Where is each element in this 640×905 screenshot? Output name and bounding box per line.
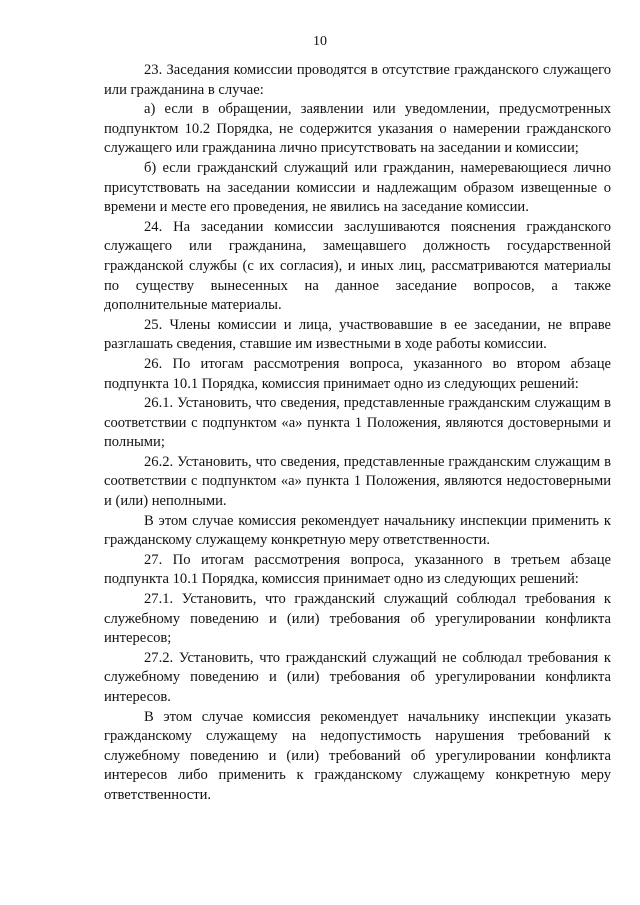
paragraph-27-note: В этом случае комиссия рекомендует начальнику инспекции указать гражданскому служащему на недопустимость нарушения требований к служебному поведению и (или) требований об урегулировании конфликта интересов либо применить к гражданскому служащему конкретную меру ответственности.	[104, 708, 611, 803]
paragraph-26-note: В этом случае комиссия рекомендует начальнику инспекции применить к гражданскому служащему конкретную меру ответственности.	[104, 512, 611, 549]
paragraph-23-b: б) если гражданский служащий или гражданин, намеревающиеся лично присутствовать на заседании комиссии и надлежащим образом извещенные о времени и месте его проведения, не явились на заседание комиссии.	[104, 159, 611, 216]
paragraph-27: 27. По итогам рассмотрения вопроса, указанного в третьем абзаце подпункта 10.1 Порядка, комиссия принимает одно из следующих решений:	[104, 551, 611, 588]
paragraph-23: 23. Заседания комиссии проводятся в отсутствие гражданского служащего или гражданина в случае:	[104, 62, 611, 98]
document-body	[104, 61, 611, 806]
paragraph-26: 26. По итогам рассмотрения вопроса, указанного во втором абзаце подпункта 10.1 Порядка, комиссия принимает одно из следующих решений:	[104, 355, 611, 392]
paragraph-26-1: 26.1. Установить, что сведения, представленные гражданским служащим в соответствии с подпунктом «а» пункта 1 Положения, являются достоверными и полными;	[104, 395, 611, 451]
paragraph-23-a: а) если в обращении, заявлении или уведомлении, предусмотренных подпунктом 10.2 Порядка, не содержится указания о намерении гражданского служащего или гражданина лично присутствовать на заседании и комиссии;	[104, 101, 611, 157]
paragraph-27-2: 27.2. Установить, что гражданский служащий не соблюдал требования к служебному поведению и (или) требования об урегулировании конфликта интересов.	[104, 649, 611, 705]
page-number: 10	[313, 34, 327, 49]
paragraph-27-1: 27.1. Установить, что гражданский служащий соблюдал требования к служебному поведению и (или) требования об урегулировании конфликта интересов;	[104, 591, 611, 647]
paragraph-25: 25. Члены комиссии и лица, участвовавшие в ее заседании, не вправе разглашать сведения, ставшие им известными в ходе работы комиссии.	[104, 316, 611, 353]
paragraph-24: 24. На заседании комиссии заслушиваются пояснения гражданского служащего или гражданина, замещавшего должность государственной гражданской службы (с их согласия), и иных лиц, рассматриваются материалы по существу вынесенных на данное заседание вопросов, а также дополнительные материалы.	[104, 218, 611, 314]
paragraph-26-2: 26.2. Установить, что сведения, представленные гражданским служащим в соответствии с подпунктом «а» пункта 1 Положения, являются недостоверными и (или) неполными.	[104, 453, 611, 510]
